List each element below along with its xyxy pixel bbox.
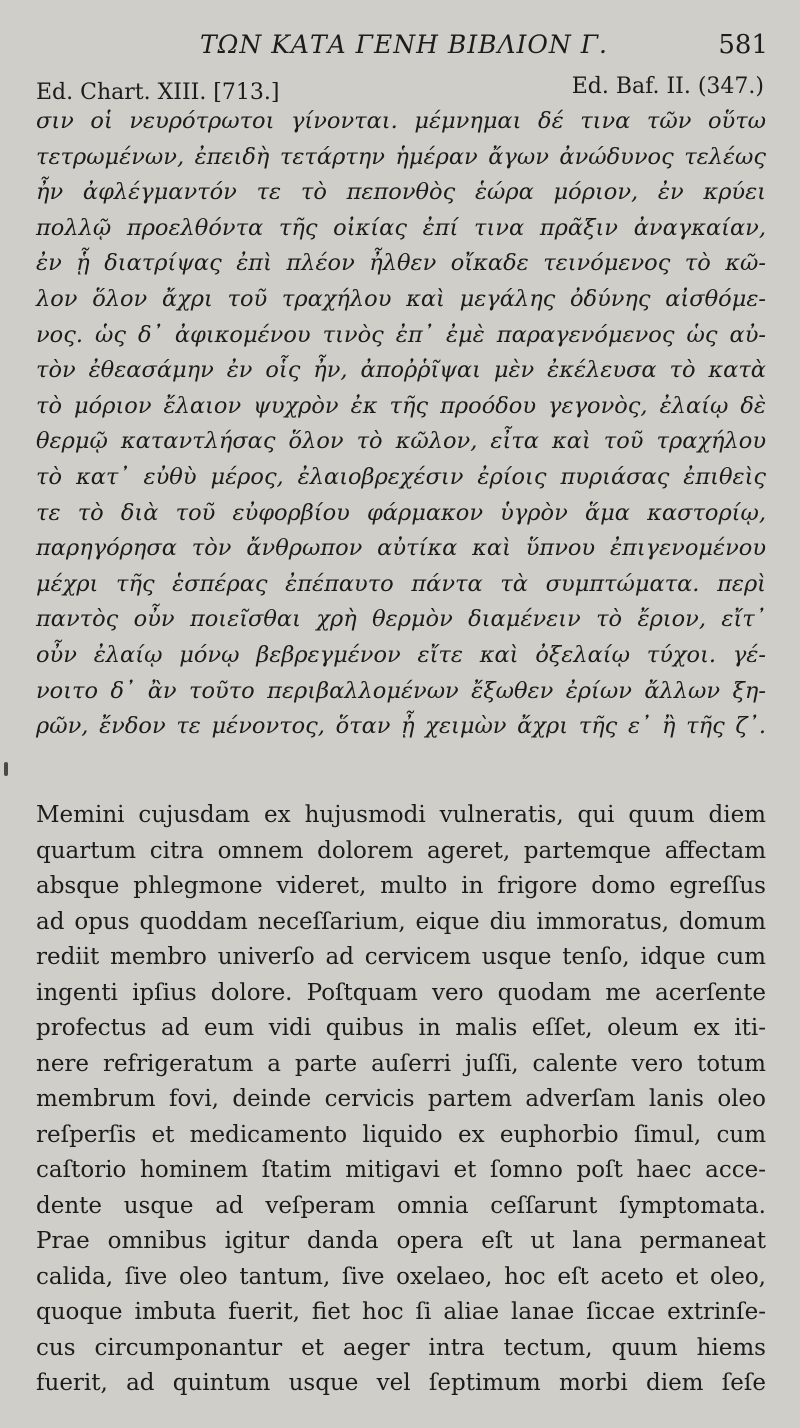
greek-text-line: θερμῷ καταντλήσας ὅλον τὸ κῶλον, εἶτα καὶ τοῦ τραχήλου [36, 428, 766, 455]
greek-text-line: τὸ κατ᾽ εὐθὺ μέρος, ἐλαιοβρεχέσιν ἐρίοις πυριάσας ἐπιθεὶς [36, 463, 766, 490]
greek-text-block [36, 104, 766, 745]
greek-text-line: οὖν ἐλαίῳ μόνῳ βεβρεγμένον εἴτε καὶ ὀξελαίῳ τύχοι. γέ- [36, 641, 766, 668]
latin-text-line: ad opus quoddam neceſſarium, eique diu immoratus, domum [36, 908, 766, 935]
page-header [0, 28, 800, 64]
greek-text-line: λον ὅλον ἄχρι τοῦ τραχήλου καὶ μεγάλης ὀδύνης αἰσθόμε- [36, 285, 766, 312]
latin-text-line: Prae omnibus igitur danda opera eſt ut lana permaneat [36, 1228, 766, 1254]
latin-text-line: quoque imbuta fuerit, fiet hoc ſi aliae lanae ſiccae extrinſe- [36, 1299, 766, 1325]
latin-text-line: quartum citra omnem dolorem ageret, partemque affectam [36, 837, 766, 864]
greek-text-line: παρηγόρησα τὸν ἄνθρωπον αὐτίκα καὶ ὕπνου ἐπιγενομένου [36, 535, 766, 562]
greek-text-line: πολλῷ προελθόντα τῆς οἰκίας ἐπί τινα πρᾶξιν ἀναγκαίαν, [36, 214, 766, 241]
greek-text-line: μέχρι τῆς ἑσπέρας ἐπέπαυτο πάντα τὰ συμπτώματα. περὶ [36, 570, 766, 597]
latin-text-line: nere refrigeratum a parte auſerri juſſi, calente vero totum [36, 1050, 766, 1077]
latin-text-line: Memini cujusdam ex hujusmodi vulneratis, qui quum diem [36, 802, 766, 828]
latin-text-line: rediit membro univerſo ad cervicem usque tenſo, idque cum [36, 944, 766, 970]
greek-text-line: τετρωμένων, ἐπειδὴ τετάρτην ἡμέραν ἄγων ἀνώδυνος τελέως [36, 143, 766, 170]
latin-text-line: ingenti ipſius dolore. Poſtquam vero quodam me acerſente [36, 979, 766, 1006]
edition-reference-chartier: Ed. Chart. XIII. [713.] [36, 80, 280, 105]
greek-text-line: νοιτο δ᾽ ἂν τοῦτο περιβαλλομένων ἔξωθεν ἐρίων ἄλλων ξη- [36, 677, 766, 704]
greek-text-line: ρῶν, ἔνδον τε μένοντος, ὅταν ᾖ χειμὼν ἄχρι τῆς ε᾽ ἢ τῆς ζ᾽. [36, 713, 766, 740]
latin-text-line: fuerit, ad quintum usque vel ſeptimum morbi diem ſeſe [36, 1370, 766, 1396]
greek-text-line: παντὸς οὖν ποιεῖσθαι χρὴ θερμὸν διαμένειν τὸ ἔριον, εἴτ᾽ [36, 606, 766, 633]
greek-text-line: τὸ μόριον ἔλαιον ψυχρὸν ἐκ τῆς προόδου γεγονὸς, ἐλαίῳ δὲ [36, 392, 766, 419]
greek-text-line: ἐν ᾗ διατρίψας ἐπὶ πλέον ἦλθεν οἴκαδε τεινόμενος τὸ κῶ- [36, 250, 766, 277]
running-title: ΤΩΝ ΚΑΤΑ ΓΕΝΗ ΒΙΒΛΙΟΝ Γ. [200, 30, 609, 59]
latin-text-line: cus circumponantur et aeger intra tectum, quum hiems [36, 1334, 766, 1361]
latin-translation-block [36, 798, 766, 1402]
edition-reference-basel: Ed. Baf. II. (347.) [571, 74, 764, 99]
latin-text-line: reſperſis et medicamento liquido ex euphorbio ſimul, cum [36, 1121, 766, 1148]
greek-text-line: νος. ὡς δ᾽ ἀφικομένου τινὸς ἐπ᾽ ἐμὲ παραγενόμενος ὡς αὐ- [36, 321, 766, 348]
latin-text-line: caſtorio hominem ſtatim mitigavi et ſomno poſt haec acce- [36, 1157, 766, 1183]
greek-text-line: ἦν ἀφλέγμαντόν τε τὸ πεπονθὸς ἑώρα μόριον, ἐν κρύει [36, 179, 766, 206]
latin-text-line: calida, ſive oleo tantum, ſive oxelaeo, hoc eſt aceto et oleo, [36, 1263, 766, 1290]
latin-text-line: profectus ad eum vidi quibus in malis eſſet, oleum ex iti- [36, 1015, 766, 1041]
page-number: 581 [718, 30, 768, 60]
latin-text-line: dente usque ad veſperam omnia ceſſarunt ſymptomata. [36, 1192, 766, 1219]
latin-text-line: membrum fovi, deinde cervicis partem adverſam lanis oleo [36, 1086, 766, 1112]
greek-text-line: τὸν ἐθεασάμην ἐν οἷς ἦν, ἀποῤῥῖψαι μὲν ἐκέλευσα τὸ κατὰ [36, 357, 766, 384]
greek-text-line: σιν οἱ νευρότρωτοι γίνονται. μέμνημαι δέ τινα τῶν οὕτω [36, 108, 766, 134]
greek-text-line: τε τὸ διὰ τοῦ εὐφορβίου φάρμακον ὑγρὸν ἅμα καστορίῳ, [36, 499, 766, 526]
latin-text-line: absque phlegmone videret, multo in frigore domo egreſſus [36, 873, 766, 899]
ink-spot [4, 762, 8, 776]
